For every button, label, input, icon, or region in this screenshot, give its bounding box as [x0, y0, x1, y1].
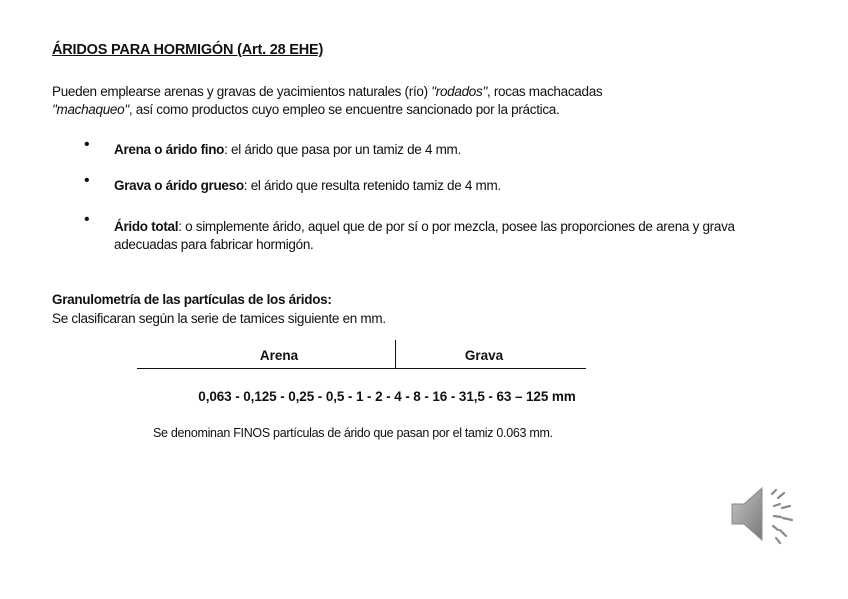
bullet-marker: • [84, 172, 90, 189]
bullet-term: Grava o árido grueso [114, 178, 244, 193]
bullet-grava [114, 177, 784, 195]
bullet-arena [114, 141, 784, 159]
intro-paragraph [52, 83, 772, 119]
column-grava: Grava [464, 348, 504, 363]
bullet-marker: • [84, 136, 90, 153]
bullet-term: Arena o árido fino [114, 142, 225, 157]
speaker-icon[interactable] [728, 480, 802, 548]
intro-text-1: Pueden emplearse arenas y gravas de yacimientos naturales (río) [52, 84, 432, 99]
column-divider [395, 340, 396, 369]
intro-text-2: , rocas machacadas [486, 84, 603, 99]
intro-text-3: , así como productos cuyo empleo se encuentre sancionado por la práctica. [128, 102, 560, 117]
bullet-definition: : el árido que pasa por un tamiz de 4 mm. [224, 142, 461, 157]
granulometria-heading: Granulometría de las partículas de los áridos: [52, 292, 332, 307]
bullet-marker: • [84, 211, 90, 228]
granulometria-subtitle: Se clasificaran según la serie de tamices siguiente en mm. [52, 311, 386, 326]
page-title: ÁRIDOS PARA HORMIGÓN (Art. 28 EHE) [52, 42, 324, 58]
intro-machaqueo: "machaqueo" [52, 102, 129, 117]
bullet-definition: : o simplemente árido, aquel que de por sí o por mezcla, posee las proporciones de arena y grava adecuadas para fabricar hormigón. [114, 219, 735, 252]
intro-rodados: "rodados" [431, 84, 487, 99]
bullet-term: Árido total [114, 219, 179, 234]
finos-note: Se denominan FINOS partículas de árido que pasan por el tamiz 0.063 mm. [153, 426, 553, 440]
bullet-arido-total [114, 218, 784, 254]
bullet-definition: : el árido que resulta retenido tamiz de 4 mm. [243, 178, 501, 193]
header-underline [137, 368, 586, 369]
column-arena: Arena [259, 348, 299, 363]
sieve-series: 0,063 - 0,125 - 0,25 - 0,5 - 1 - 2 - 4 - 8 - 16 - 31,5 - 63 – 125 mm [198, 389, 576, 404]
